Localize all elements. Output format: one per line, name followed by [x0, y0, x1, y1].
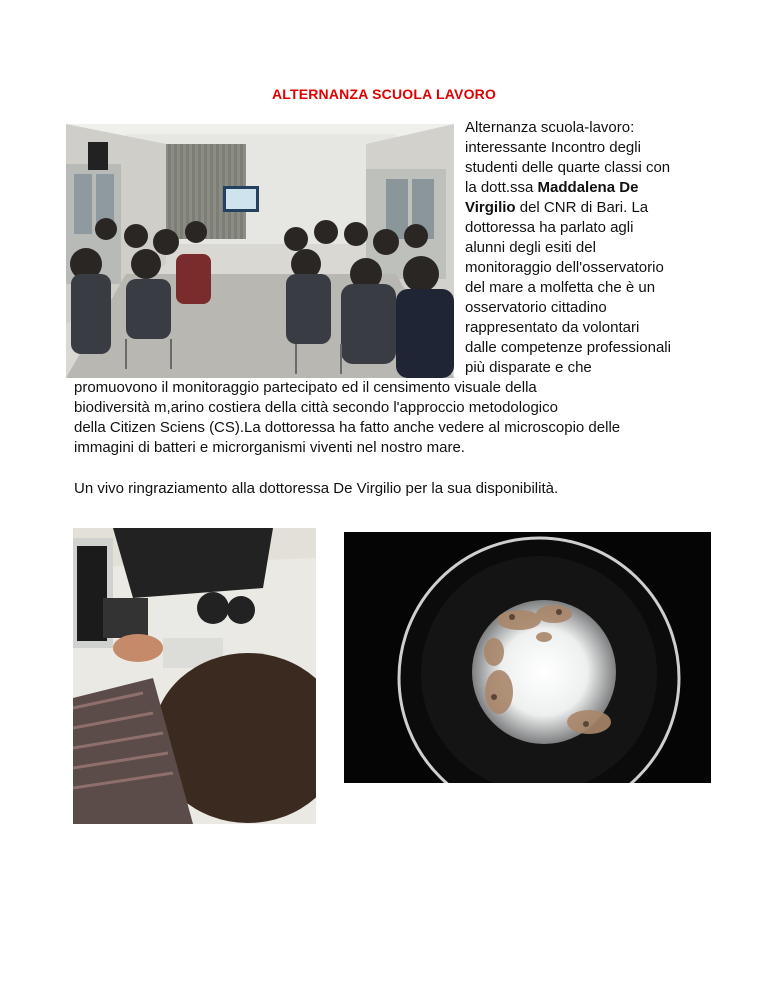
paragraph-line: alunni degli esiti del	[465, 239, 596, 256]
paragraph-line	[465, 178, 638, 198]
paragraph-line: biodiversità m,arino costiera della città secondo l'approccio metodologico	[74, 399, 558, 416]
paragraph-line: rappresentato da volontari	[465, 319, 640, 336]
thanks-line: Un vivo ringraziamento alla dottoressa De Virgilio per la sua disponibilità.	[74, 480, 559, 497]
paragraph-line	[465, 198, 648, 218]
paragraph-line: Alternanza scuola-lavoro:	[465, 119, 635, 136]
paragraph-line: promuovono il monitoraggio partecipato ed il censimento visuale della	[74, 379, 537, 396]
paragraph-text: la dott.ssa	[465, 179, 538, 196]
paragraph-line: dottoressa ha parlato agli	[465, 219, 634, 236]
speaker-surname: Virgilio	[465, 199, 516, 216]
paragraph-line: interessante Incontro degli	[465, 139, 641, 156]
paragraph-line: immagini di batteri e microrganismi viventi nel nostro mare.	[74, 439, 465, 456]
page-title: ALTERNANZA SCUOLA LAVORO	[271, 86, 497, 102]
speaker-name: Maddalena De	[537, 179, 639, 196]
paragraph-line: del mare a molfetta che è un	[465, 279, 656, 296]
paragraph-line: dalle competenze professionali	[465, 339, 671, 356]
paragraph-line: osservatorio cittadino	[465, 299, 607, 316]
paragraph-line: studenti delle quarte classi con	[465, 159, 671, 176]
paragraph-line: monitoraggio dell'osservatorio	[465, 259, 664, 276]
microscope-photo	[73, 528, 316, 824]
classroom-photo	[66, 124, 454, 378]
specimen-photo	[344, 532, 711, 783]
paragraph-text: del CNR di Bari. La	[515, 199, 649, 216]
paragraph-line: più disparate e che	[465, 359, 592, 376]
paragraph-line: della Citizen Sciens (CS).La dottoressa ha fatto anche vedere al microscopio delle	[74, 419, 621, 436]
